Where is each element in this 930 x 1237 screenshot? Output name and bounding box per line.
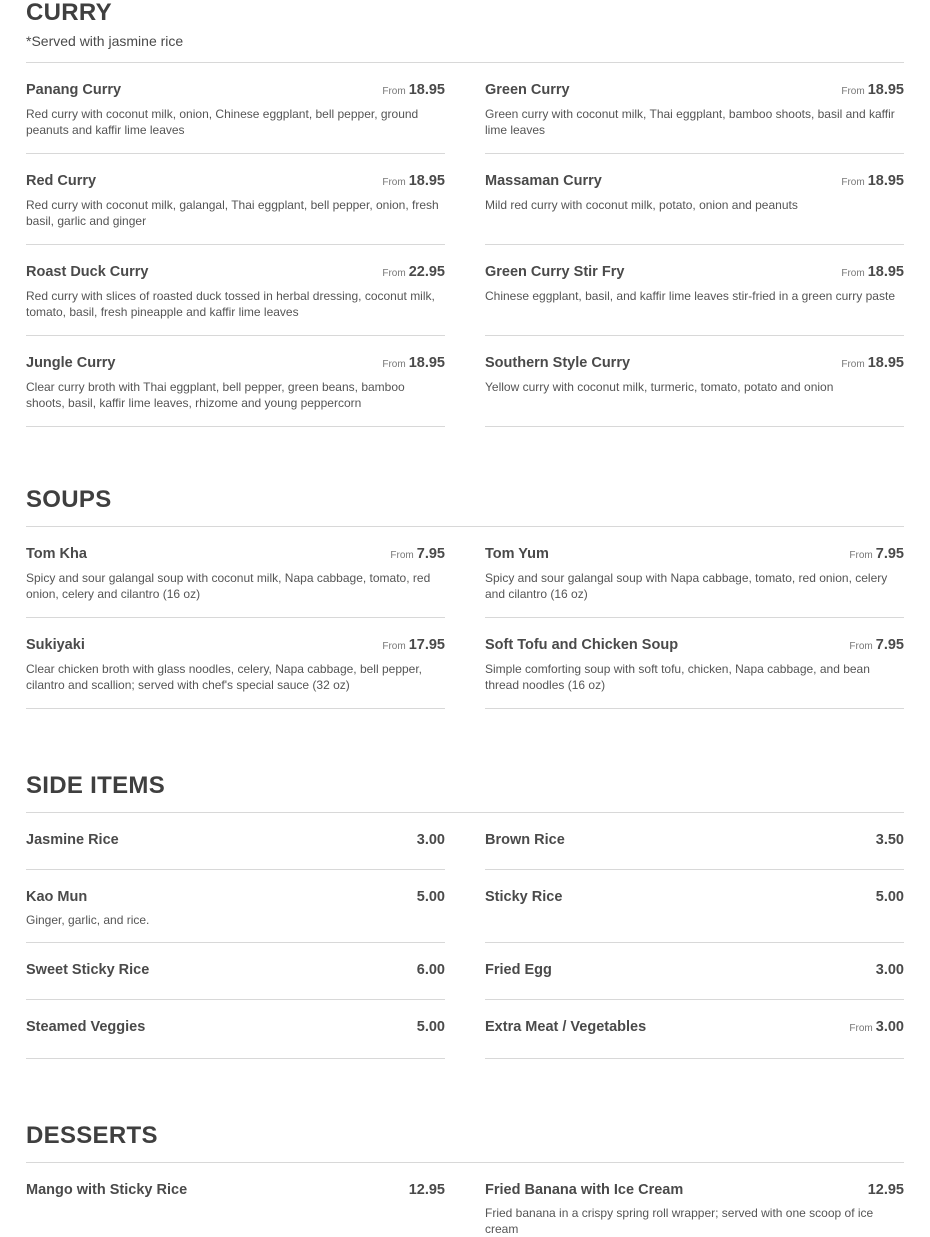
item-name: Brown Rice xyxy=(485,832,565,848)
menu-item-red-curry[interactable] xyxy=(26,154,445,245)
menu-item-fried-egg[interactable] xyxy=(485,943,904,1000)
item-name: Massaman Curry xyxy=(485,173,602,189)
item-description: Red curry with coconut milk, onion, Chinese eggplant, bell pepper, ground peanuts and kaffir lime leaves xyxy=(26,107,419,137)
section-title-desserts: DESSERTS xyxy=(26,1122,158,1149)
menu-item-southern-style-curry[interactable] xyxy=(485,336,904,427)
curry-section xyxy=(26,0,904,427)
item-description: Chinese eggplant, basil, and kaffir lime leaves stir-fried in a green curry paste xyxy=(485,289,895,303)
item-description: Yellow curry with coconut milk, turmeric, tomato, potato and onion xyxy=(485,380,834,394)
item-price: 3.00 xyxy=(416,832,445,848)
item-description: Spicy and sour galangal soup with coconut milk, Napa cabbage, tomato, red onion, celery and cilantro (16 oz) xyxy=(26,571,431,601)
menu-item-sweet-sticky-rice[interactable] xyxy=(26,943,445,1000)
item-description: Mild red curry with coconut milk, potato, onion and peanuts xyxy=(485,198,798,212)
item-price: 18.95 xyxy=(867,355,904,371)
item-name: Kao Mun xyxy=(26,889,88,905)
sides-section xyxy=(26,774,904,1059)
item-price: 3.00 xyxy=(875,962,904,978)
price-from-label: From xyxy=(390,550,414,561)
item-price: 7.95 xyxy=(875,546,904,562)
item-price: 5.00 xyxy=(416,889,445,905)
item-price: 17.95 xyxy=(408,637,445,653)
section-title-curry: CURRY xyxy=(26,0,112,26)
item-description: Simple comforting soup with soft tofu, chicken, Napa cabbage, and bean thread noodles (16 oz) xyxy=(485,662,870,692)
item-name: Green Curry xyxy=(485,82,570,98)
sides-menu-grid xyxy=(26,813,904,1059)
menu-item-fried-banana-ice-cream[interactable] xyxy=(485,1163,904,1237)
item-description: Red curry with slices of roasted duck tossed in herbal dressing, coconut milk, tomato, basil, fresh pineapple and kaffir lime leaves xyxy=(26,289,435,319)
item-price: 12.95 xyxy=(867,1182,904,1198)
price-from-label: From xyxy=(849,641,873,652)
item-name: Red Curry xyxy=(26,173,97,189)
item-price: 12.95 xyxy=(408,1182,445,1198)
item-price: 7.95 xyxy=(875,637,904,653)
curry-note: *Served with jasmine rice xyxy=(26,33,184,49)
item-name: Extra Meat / Vegetables xyxy=(485,1019,647,1035)
item-price: 18.95 xyxy=(408,82,445,98)
item-description: Spicy and sour galangal soup with Napa cabbage, tomato, red onion, celery and cilantro (16 oz) xyxy=(485,571,888,601)
menu-item-jasmine-rice[interactable] xyxy=(26,813,445,870)
item-name: Southern Style Curry xyxy=(485,355,631,371)
menu-item-steamed-veggies[interactable] xyxy=(26,1000,445,1059)
menu-item-sticky-rice[interactable] xyxy=(485,870,904,943)
menu-item-tom-kha[interactable] xyxy=(26,527,445,618)
item-price: 5.00 xyxy=(875,889,904,905)
menu-item-tom-yum[interactable] xyxy=(485,527,904,618)
price-from-label: From xyxy=(841,86,865,97)
menu-item-kao-mun[interactable] xyxy=(26,870,445,943)
price-from-label: From xyxy=(841,177,865,188)
item-price: 18.95 xyxy=(408,173,445,189)
section-title-soups: SOUPS xyxy=(26,486,112,513)
menu-item-green-curry-stir-fry[interactable] xyxy=(485,245,904,336)
desserts-section xyxy=(26,1124,904,1237)
soups-menu-grid xyxy=(26,527,904,709)
price-from-label: From xyxy=(382,641,406,652)
item-name: Sukiyaki xyxy=(26,637,85,653)
section-title-sides: SIDE ITEMS xyxy=(26,772,166,799)
curry-menu-grid xyxy=(26,63,904,427)
item-description: Clear curry broth with Thai eggplant, bell pepper, green beans, bamboo shoots, basil, kaffir lime leaves, rhizome and young peppercorn xyxy=(26,380,405,410)
item-price: 6.00 xyxy=(416,962,445,978)
item-price: 18.95 xyxy=(867,82,904,98)
menu-item-brown-rice[interactable] xyxy=(485,813,904,870)
item-name: Fried Banana with Ice Cream xyxy=(485,1182,684,1198)
item-price: 7.95 xyxy=(416,546,445,562)
menu-item-roast-duck-curry[interactable] xyxy=(26,245,445,336)
menu-item-soft-tofu-chicken-soup[interactable] xyxy=(485,618,904,709)
item-name: Roast Duck Curry xyxy=(26,264,149,280)
soups-section xyxy=(26,488,904,709)
menu-item-jungle-curry[interactable] xyxy=(26,336,445,427)
item-description: Ginger, garlic, and rice. xyxy=(26,913,150,927)
item-name: Green Curry Stir Fry xyxy=(485,264,625,280)
menu-item-green-curry[interactable] xyxy=(485,63,904,154)
item-name: Mango with Sticky Rice xyxy=(26,1182,188,1198)
item-name: Soft Tofu and Chicken Soup xyxy=(485,637,679,653)
menu-item-extra-meat-vegetables[interactable] xyxy=(485,1000,904,1059)
menu-item-sukiyaki[interactable] xyxy=(26,618,445,709)
item-name: Panang Curry xyxy=(26,82,122,98)
item-price: 5.00 xyxy=(416,1019,445,1035)
item-description: Red curry with coconut milk, galangal, Thai eggplant, bell pepper, onion, fresh basil, garlic and ginger xyxy=(26,198,439,228)
price-from-label: From xyxy=(849,550,873,561)
price-from-label: From xyxy=(841,359,865,370)
price-from-label: From xyxy=(849,1023,873,1034)
price-from-label: From xyxy=(382,177,406,188)
item-name: Jasmine Rice xyxy=(26,832,119,848)
menu-item-massaman-curry[interactable] xyxy=(485,154,904,245)
menu-item-panang-curry[interactable] xyxy=(26,63,445,154)
item-price: 18.95 xyxy=(408,355,445,371)
menu-item-mango-sticky-rice[interactable] xyxy=(26,1163,445,1237)
item-name: Jungle Curry xyxy=(26,355,116,371)
price-from-label: From xyxy=(382,359,406,370)
item-price: 3.00 xyxy=(875,1019,904,1035)
price-from-label: From xyxy=(841,268,865,279)
price-from-label: From xyxy=(382,86,406,97)
item-description: Fried banana in a crispy spring roll wrapper; served with one scoop of ice cream xyxy=(485,1206,874,1236)
price-from-label: From xyxy=(382,268,406,279)
item-price: 18.95 xyxy=(867,173,904,189)
item-price: 22.95 xyxy=(408,264,445,280)
item-name: Tom Kha xyxy=(26,546,87,562)
item-price: 18.95 xyxy=(867,264,904,280)
item-description: Clear chicken broth with glass noodles, celery, Napa cabbage, bell pepper, cilantro and scallion; served with chef's special sauce (32 oz) xyxy=(26,662,423,692)
item-name: Fried Egg xyxy=(485,962,552,978)
item-name: Sweet Sticky Rice xyxy=(26,962,150,978)
item-price: 3.50 xyxy=(875,832,904,848)
item-description: Green curry with coconut milk, Thai eggplant, bamboo shoots, basil and kaffir lime leaves xyxy=(485,107,895,137)
desserts-menu-grid xyxy=(26,1163,904,1237)
item-name: Sticky Rice xyxy=(485,889,563,905)
item-name: Steamed Veggies xyxy=(26,1019,146,1035)
item-name: Tom Yum xyxy=(485,546,549,562)
